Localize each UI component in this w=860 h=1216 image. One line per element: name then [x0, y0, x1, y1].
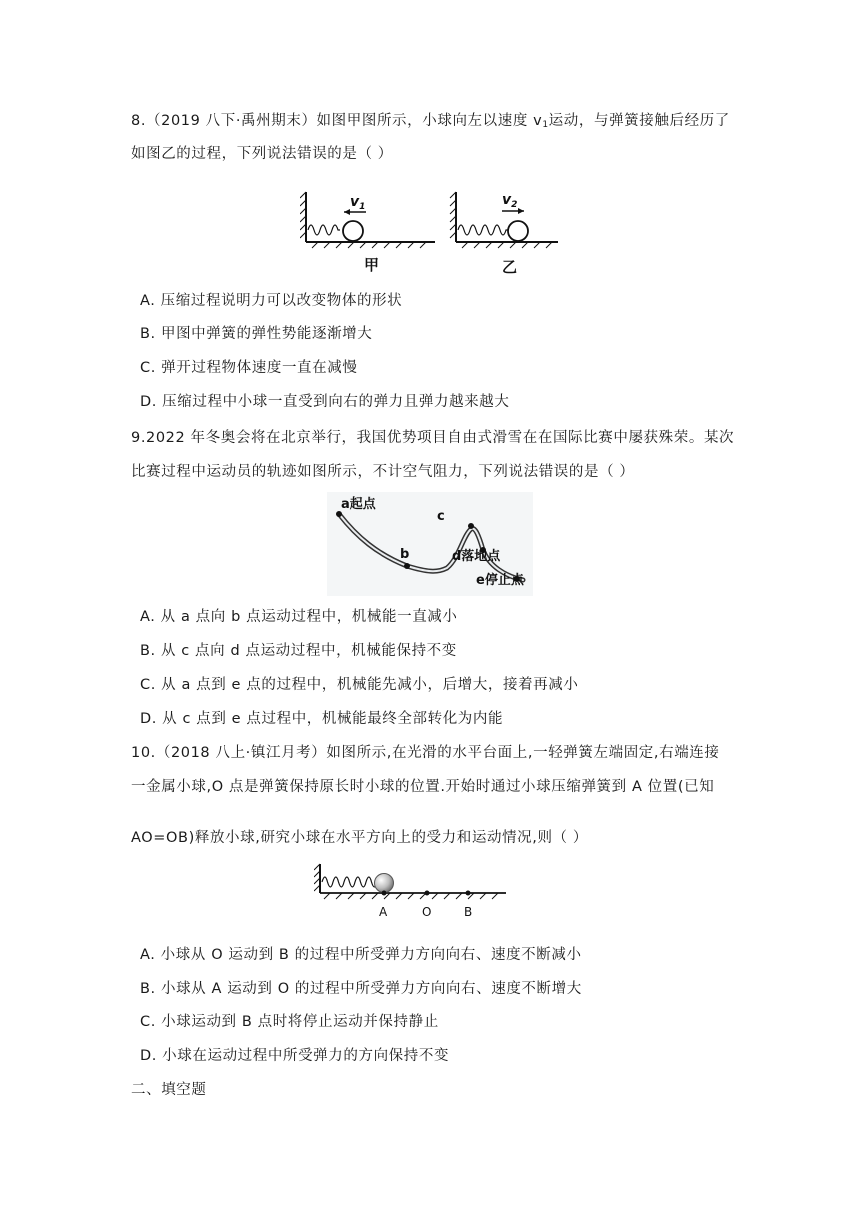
q9-option-b: B. 从 c 点向 d 点运动过程中，机械能保持不变	[140, 643, 457, 659]
q8-figure-yi	[450, 192, 558, 276]
q9-label-d: d落地点	[452, 549, 501, 564]
q10-option-c: C. 小球运动到 B 点时将停止运动并保持静止	[140, 1014, 439, 1030]
q8-option-d: D. 压缩过程中小球一直受到向右的弹力且弹力越来越大	[140, 394, 510, 410]
metal-ball-icon	[375, 874, 394, 893]
q10-label-a: A	[379, 905, 388, 919]
q10-option-d: D. 小球在运动过程中所受弹力的方向保持不变	[140, 1048, 450, 1064]
q8-option-a: A. 压缩过程说明力可以改变物体的形状	[140, 293, 403, 309]
q10-label-b: B	[464, 905, 473, 919]
q8-figure	[300, 186, 560, 276]
q9-stem-line2: 比赛过程中运动员的轨迹如图所示，不计空气阻力，下列说法错误的是（ ）	[131, 464, 635, 480]
q9-label-b: b	[400, 547, 410, 562]
q10-stem-line1: 10.（2018 八上·镇江月考）如图所示,在光滑的水平台面上,一轻弹簧左端固定,右端连接	[131, 745, 720, 761]
q8-v2-label: $v_2$	[502, 192, 518, 210]
q10-option-a: A. 小球从 O 运动到 B 的过程中所受弹力方向向右、速度不断减小	[140, 947, 582, 963]
q9-label-c: c	[437, 509, 445, 524]
spring-extended-icon	[458, 225, 508, 235]
q8-stem-line1: 8.（2019 八下·禹州期末）如图甲图所示，小球向左以速度 $v_1$运动，与弹簧接触后经历了	[131, 113, 730, 130]
q9-label-a: a起点	[341, 497, 376, 512]
q8-figure-jia	[300, 192, 435, 274]
q9-stem-line1: 9.2022 年冬奥会将在北京举行，我国优势项目自由式滑雪在在国际比赛中屡获殊荣。某次	[131, 430, 735, 446]
q10-stem-line2: 一金属小球,O 点是弹簧保持原长时小球的位置.开始时通过小球压缩弹簧到 A 位置(已知	[131, 779, 715, 795]
q8-label-yi: 乙	[502, 258, 518, 276]
q9-option-a: A. 从 a 点向 b 点运动过程中，机械能一直减小	[140, 609, 458, 625]
q9-option-c: C. 从 a 点到 e 点的过程中，机械能先减小，后增大，接着再减小	[140, 677, 579, 693]
section-title-fill-blank: 二、填空题	[131, 1082, 207, 1098]
q8-option-b: B. 甲图中弹簧的弹性势能逐渐增大	[140, 326, 373, 342]
q10-label-o: O	[422, 905, 432, 919]
q9-label-e: e停止点	[476, 573, 524, 588]
q8-option-c: C. 弹开过程物体速度一直在减慢	[140, 360, 358, 376]
q8-stem-line2: 如图乙的过程，下列说法错误的是（ ）	[131, 146, 393, 162]
ball-icon	[508, 221, 528, 241]
q8-label-jia: 甲	[364, 256, 380, 274]
q10-figure	[314, 860, 514, 922]
q10-stem-line3: AO=OB)释放小球,研究小球在水平方向上的受力和运动情况,则（ ）	[131, 830, 588, 846]
spring-icon	[322, 877, 379, 887]
q10-option-b: B. 小球从 A 运动到 O 的过程中所受弹力方向向右、速度不断增大	[140, 981, 582, 997]
q9-figure	[327, 492, 533, 596]
q8-v1-label: $v_1$	[350, 194, 366, 212]
spring-compressed-icon	[308, 225, 340, 235]
q9-option-d: D. 从 c 点到 e 点过程中，机械能最终全部转化为内能	[140, 711, 504, 727]
ball-icon	[343, 221, 363, 241]
